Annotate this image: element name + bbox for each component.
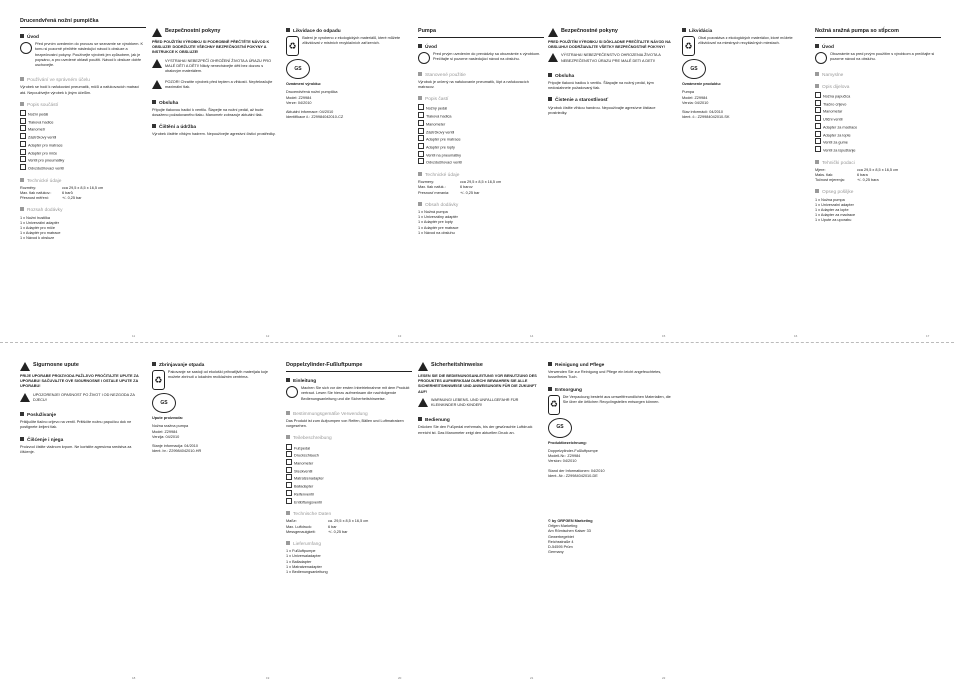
- page-number: 20: [398, 676, 402, 680]
- warning-icon: [20, 362, 30, 371]
- warning-icon: [152, 80, 162, 89]
- tuv-gs-icon: GS: [682, 59, 706, 79]
- page-number: 11: [132, 334, 136, 338]
- column-top-6: Likvidácia ♻ Obal pozostáva z ekologických materiálov, ktoré môžete zlikvidovať na miestnych recyklačných miestach. GS Oznámenie produktu: Pumpa Model: Z29984 Verzia: 04/2010 Stav informácií: 04/2010 Ident. č.: Z29984042010-SK: [682, 29, 793, 120]
- column-bottom-3: Doppelzylinder-Fußluftpumpe Einleitung Machen Sie sich vor der ersten Inbetriebnahme mit dem Produkt vertraut. Lesen Sie hierzu aufmerksam die nachfolgende Bedienungsanleitung und die Sicherheitshinweise. Bestimmungsgemäße Verwendung Das Produkt ist zum Aufpumpen von Reifen, Bällen und Luftmatratzen vorgesehen. Teilebeschreibung Fußpedal Druckschlauch Manometer Steckventil Matratzenadapter Balladapter Reifenventil Entlüftungsventil Technische Daten Maße: ca. 29,5 x 8,5 x 16,5 cm Max. Luftdruck: 6 bar Messgenauigkeit: +/- 0,25 bar Lieferumfang 1 x Fußluftpumpe 1 x Universaladapter 1 x Balladapter 1 x Matratzenadapter 1 x Bedienungsanleitung: [286, 362, 412, 575]
- bullet-icon: [20, 34, 24, 38]
- column-bottom-2: Zbrinjavanje otpada ♻ Pakovanje se sastoji od ekološki prihvatljivih materijala koje možete zbrinuti u lokalnim reciklažnim centrima. GS Upute proizvoda: Nožna sražna pumpa Model: Z29984 Verzija: 04/2010 Stanje informacija: 04/2010 Ident. br.: Z29984042010-HR: [152, 363, 268, 454]
- info-icon: [418, 52, 430, 64]
- column-top-3: Likvidace do odpadu ♻ Balení je vyrobeno z ekologických materiálů, které můžete zlikvidovat v místních recyklačních zařízeních. GS Oznámení výrobku: Drucendvřená nožní pumpička Model: Z29984 Verze: 04/2010 Aktuální informace: 04/2010 Identifikace č.: Z29984042010-CZ: [286, 29, 401, 120]
- recycle-icon: ♻: [152, 370, 165, 390]
- column-top-2: Bezpečnostní pokyny PŘED POUŽITÍM VÝROBKU SI PODROBNĚ PŘEČTĚTE NÁVOD K OBSLUZE! DODRŽUJTE VŠECHNY BEZPEČNOSTNÍ POKYNY A INSTRUKCE K OBSLUZE! VYSTRAHA! NEBEZPEČÍ OHROŽENÍ ŽIVOTA A ÚRAZU PRO MALÉ DĚTI A DĚTI! Nikdy nenechávejte děti bez dozoru s obalovým materiálem. POZOR! Chraňte výrobek před teplem a vlhkostí. Nepřekračujte maximální tlak. Obsluha Připojte tlakovou hadici k ventilu. Šlapejte na nožní pedál, až bude dosaženo požadovaného tlaku. Manometr zobrazuje aktuální tlak. Čištění a údržba Výrobek čistěte vlhkým hadrem. Nepoužívejte agresivní čisticí prostředky.: [152, 28, 276, 137]
- warning-icon: [418, 362, 428, 371]
- warning-icon: [152, 59, 162, 68]
- recycle-icon: ♻: [548, 395, 560, 415]
- tuv-gs-icon: GS: [152, 393, 176, 413]
- page-divider: [0, 342, 954, 343]
- page-number: 15: [662, 334, 666, 338]
- column-bottom-4: Sicherheitshinweise LESEN SIE DIE BEDIENUNGSANLEITUNG VOR BENUTZUNG DES PRODUKTES AUFMERKSAM DURCH! BEWAHREN SIE ALLE SICHERHEITSHINWEISE UND ANWEISUNGEN FÜR DIE ZUKUNFT AUF! WARNUNG! LEBENS- UND UNFALLGEFAHR FÜR KLEINKINDER UND KINDER! Bedienung Drücken Sie den Fußpedal mehrmals, bis der gewünschte Luftdruck erreicht ist. Das Manometer zeigt den aktuellen Druck an.: [418, 362, 537, 435]
- recycle-icon: ♻: [286, 36, 299, 56]
- info-icon: [20, 42, 32, 54]
- warning-icon: [20, 393, 30, 402]
- section-title: Drucendvřená nožní pumpička: [20, 18, 99, 24]
- page-number: 22: [662, 676, 666, 680]
- column-bottom-1: Sigurnosne upute PRIJE UPORABE PROIZVODA PAŽLJIVO PROČITAJTE UPUTE ZA UPORABU! SAČUVAJTE OVE SIGURNOSNE I OSTALE UPUTE ZA UPORABU! UPOZORENJE! OPASNOST PO ŽIVOT I OD NEZGODA ZA DJECU! Posluživanje Priključite tlačno crijevo na ventil. Pritišćite nožnu papučicu dok ne postignete željeni tlak. Čišćenje i njega Proizvod čistite vlažnom krpom. Ne koristite agresivna sredstva za čišćenje.: [20, 362, 139, 455]
- column-top-7: Nožná sražná pumpa so stĺpcom Úvod Oboznámte sa pred prvým použitím s výrobkom a prečítajte si pozorne návod na obsluhu. Namyslne Opis dijelova Nožna papučica Tlačno crijevo Manometar Utični ventil Adapter za madrace Adapter za lopte Ventil za gume Ventil za ispuštanje Tehnički podaci Mjere: cca 29,5 x 8,5 x 16,5 cm Maks. tlak: 6 bara Točnost mjerenja: +/- 0,25 bara Opseg pošiljke 1 x Nožna pumpa 1 x Univerzalni adapter 1 x Adapter za lopte 1 x Adapter za madrace 1 x Upute za uporabu: [815, 28, 941, 224]
- tuv-gs-icon: GS: [548, 418, 572, 438]
- warning-icon: [548, 28, 558, 37]
- column-top-4: Pumpa Úvod Pred prvým uvedením do prevádzky sa oboznámte s výrobkom. Prečítajte si pozorne nasledujúci návod na obsluhu. Stanovené použitie Výrobok je určený na nafukovanie pneumatík, lôpt a nafukovacích matracov. Popis častí Nožný pedál Tlaková hadica Manometer Zástrčkový ventil Adaptér pre matrace Adaptér pre lopty Ventil na pneumatiky Odvzdušňovací ventil Technické údaje Rozmery: cca 29,5 x 8,5 x 16,5 cm Max. tlak nafuk.: 6 barov Presnosť merania: +/- 0,25 bar Obsah dodávky 1 x Nožná pumpa 1 x Univerzálny adaptér 1 x Adaptér pre lopty 1 x Adaptér pre matrace 1 x Návod na obsluhu: [418, 28, 544, 236]
- warning-icon: [152, 28, 162, 37]
- info-icon: [815, 52, 827, 64]
- info-icon: [286, 386, 298, 398]
- recycle-icon: ♻: [682, 36, 695, 56]
- column-top-5: Bezpečnostné pokyny PRED POUŽITÍM VÝROBKU SI DÔKLADNE PREČÍTAJTE NÁVOD NA OBSLUHU! DODRŽIAVAJTE VŠETKY BEZPEČNOSTNÉ POKYNY! VÝSTRAHA! NEBEZPEČENSTVO OHROZENIA ŽIVOTA A NEBEZPEČENSTVO ÚRAZU PRE MALÉ DETI A DETI! Obsluha Pripojte tlakovú hadicu k ventilu. Šliapajte na nožný pedál, kým nedosiahnete požadovaný tlak. Čistenie a starostlivosť Výrobok čistite vlhkou handrou. Nepoužívajte agresívne čistiace prostriedky.: [548, 28, 671, 115]
- warning-icon: [418, 398, 428, 407]
- column-top-1: Drucendvřená nožní pumpička Úvod Před prvním uvedením do provozu se seznamte se výrobkem. K tomu si pozorně přečtěte následující návod k obsluze a bezpečnostní pokyny. Používejte výrobek jen způsobem, jak je popsáno, a pro uvedené oblasti použití. Návod k obsluze dobře uschovejte. Používání ve správném účelu Výrobek se hodí k nafukování pneumatik, míčů a nafukovacích matrací atd. Nepoužívejte výrobek k jiným účelům. Popis součástí Nožní pedál Tlaková hadice Manometr Zástrčkový ventil Adaptér pro matrace Adaptér pro míče Ventil pro pneumatiky Odvzdušňovací ventil Technické údaje Rozměry: cca 29,5 x 8,5 x 16,5 cm Max. tlak nafukov.: 6 barů Přesnost měření: +/- 0,25 bar Rozsah dodávky 1 x Nožní hustilka 1 x Univerzální adaptér 1 x Adaptér pro míče 1 x Adaptér pro matrace 1 x Návod k obsluze: [20, 18, 146, 242]
- page-number: 12: [266, 334, 270, 338]
- page-number: 21: [530, 676, 534, 680]
- page-number: 13: [398, 334, 402, 338]
- page-number: 14: [530, 334, 534, 338]
- tuv-gs-icon: GS: [286, 59, 310, 79]
- page-number: 17: [926, 334, 930, 338]
- page-number: 19: [266, 676, 270, 680]
- column-bottom-5: Reinigung und Pflege Verwenden Sie zur Reinigung und Pflege ein leicht angefeuchtetes, fusselfreies Tuch. Entsorgung ♻ Die Verpackung besteht aus umweltfreundlichen Materialien, die Sie über die örtlichen Recyclingstellen entsorgen können. GS Produktbezeichnung: Doppelzylinder-Fußluftpumpe Modell-Nr.: Z29984 Version: 04/2010 Stand der Informationen: 04/2010 Ident.-Nr.: Z29984042010-DE © by ORFGEN Marketing Orfgen Marketing Am Römischen Kaiser 33 Gewerbegebiet Reichsstraße 4 D-54595 Prüm Germany: [548, 363, 671, 555]
- page-number: 16: [794, 334, 798, 338]
- page-number: 18: [132, 676, 136, 680]
- warning-icon: [548, 53, 558, 62]
